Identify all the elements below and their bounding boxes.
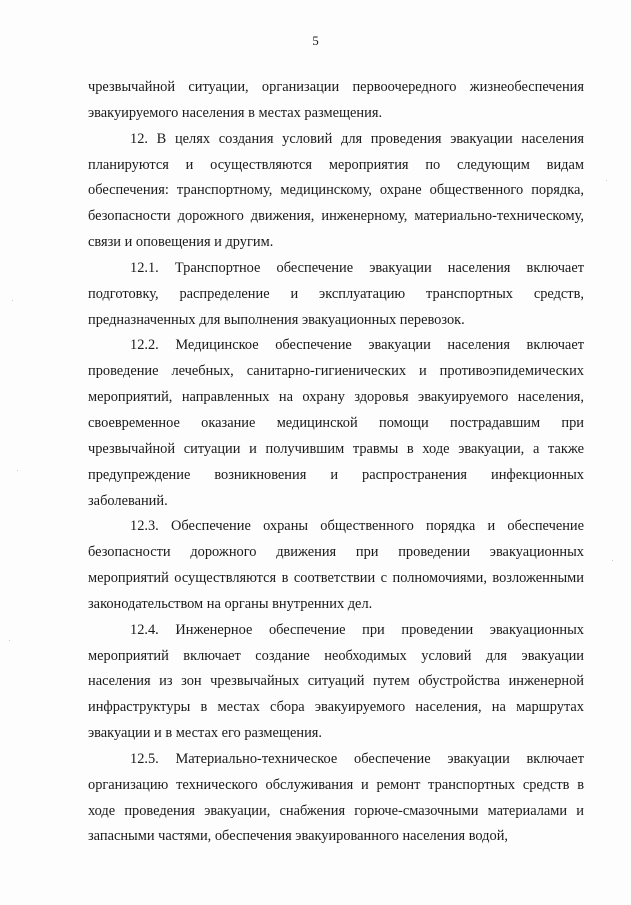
paragraph-continuation: чрезвычайной ситуации, организации первоочередного жизнеобеспечения эвакуируемого населения в местах размещения. bbox=[88, 79, 584, 121]
paragraph-12-2: 12.2. Медицинское обеспечение эвакуации населения включает проведение лечебных, санитарно-гигиенических и противоэпидемических мероприятий, направленных на охрану здоровья эвакуируемого населения, своевременное оказание медицинской помощи пострадавшим при чрезвычайной ситуации и получившим травмы в ходе эвакуации, а также предупреждение возникновения и распространения инфекционных заболеваний. bbox=[88, 337, 584, 509]
scan-speck bbox=[606, 180, 607, 181]
paragraph-12-1: 12.1. Транспортное обеспечение эвакуации населения включает подготовку, распределение и эксплуатацию транспортных средств, предназначенных для выполнения эвакуационных перевозок. bbox=[88, 259, 584, 328]
scan-speck bbox=[612, 560, 613, 561]
page-number: 5 bbox=[312, 33, 319, 48]
scan-speck bbox=[9, 640, 10, 641]
scan-speck bbox=[17, 470, 18, 471]
paragraph-12-3: 12.3. Обеспечение охраны общественного порядка и обеспечение безопасности дорожного движения при проведении эвакуационных мероприятий осуществляются в соответствии с полномочиями, возложенными законодательством на органы внутренних дел. bbox=[88, 518, 584, 612]
scan-speck bbox=[12, 300, 13, 301]
paragraph-12: 12. В целях создания условий для проведения эвакуации населения планируются и осуществляются мероприятия по следующим видам обеспечения: транспортному, медицинскому, охране общественного порядка, безопасности дорожного движения, инженерному, материально-техническому, связи и оповещения и другим. bbox=[88, 130, 584, 251]
paragraph-12-5: 12.5. Материально-техническое обеспечение эвакуации включает организацию технического обслуживания и ремонт транспортных средств в ходе проведения эвакуации, снабжения горюче-смазочными материалами и запасными частями, обеспечения эвакуированного населения водой, bbox=[88, 750, 584, 845]
paragraph-12-4: 12.4. Инженерное обеспечение при проведении эвакуационных мероприятий включает создание необходимых условий для эвакуации населения из зон чрезвычайных ситуаций путем обустройства инженерной инфраструктуры в местах сбора эвакуируемого населения, на маршрутах эвакуации и в местах его размещения. bbox=[88, 621, 584, 742]
document-body bbox=[88, 75, 584, 850]
